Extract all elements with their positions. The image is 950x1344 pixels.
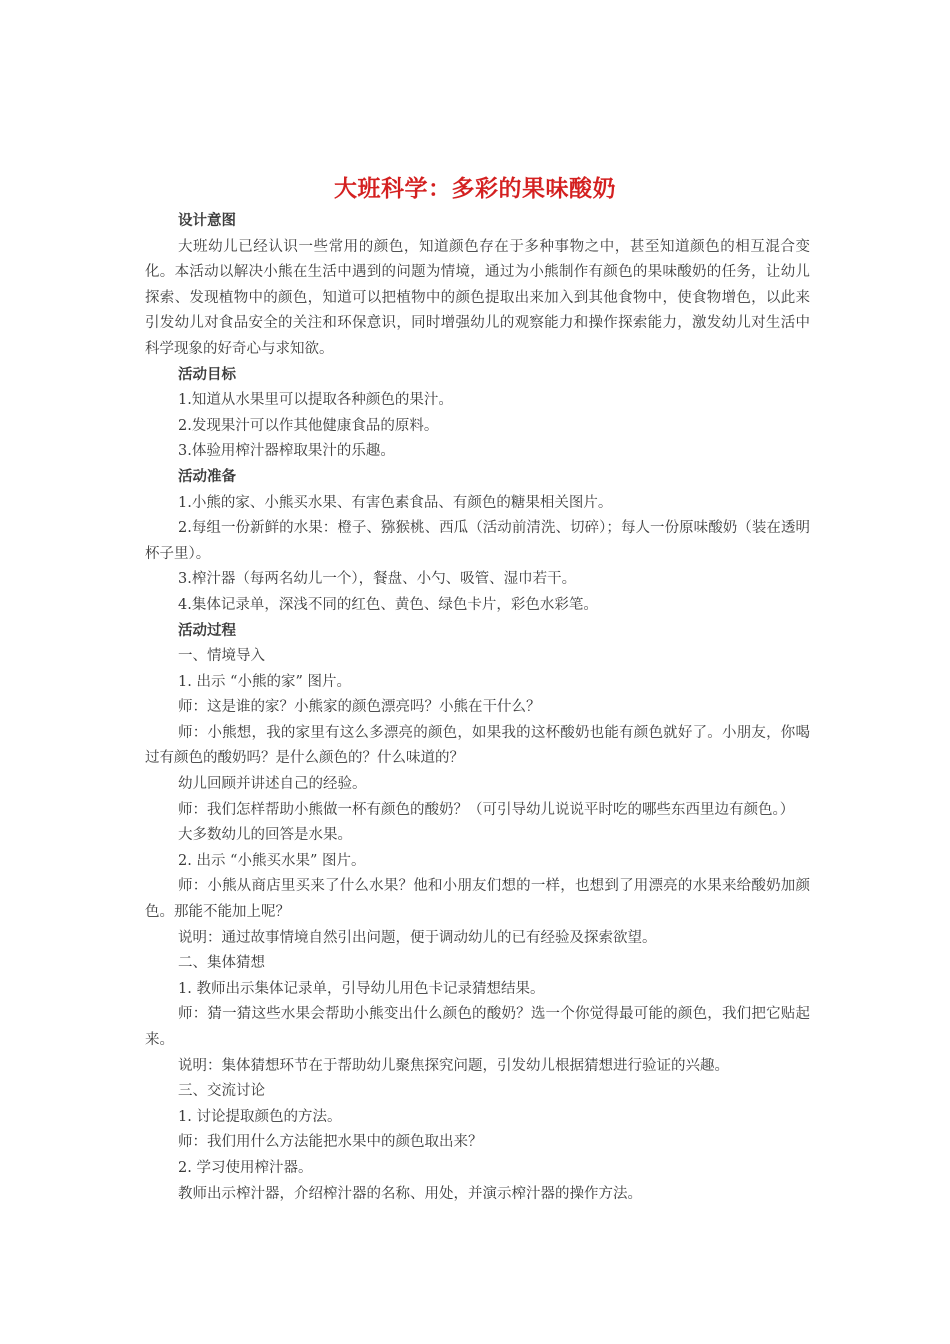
- document-body: [145, 209, 810, 1207]
- paragraph: 师：小熊从商店里买来了什么水果？他和小朋友们想的一样，也想到了用漂亮的水果来给酸奶加颜色。那能不能加上呢？: [145, 878, 810, 921]
- paragraph: 大班幼儿已经认识一些常用的颜色，知道颜色存在于多种事物之中，甚至知道颜色的相互混合变化。本活动以解决小熊在生活中遇到的问题为情境，通过为小熊制作有颜色的果味酸奶的任务，让幼儿探索、发现植物中的颜色，知道可以把植物中的颜色提取出来加入到其他食物中，使食物增色，以此来引发幼儿对食品安全的关注和环保意识，同时增强幼儿的观察能力和操作探索能力，激发幼儿对生活中科学现象的好奇心与求知欲。: [145, 238, 810, 357]
- paragraph: 3.榨汁器（每两名幼儿一个），餐盘、小勺、吸管、湿巾若干。: [178, 571, 577, 588]
- section-heading: 设计意图: [178, 213, 236, 229]
- paragraph: 1. 讨论提取颜色的方法。: [178, 1108, 342, 1125]
- paragraph: 1.知道从水果里可以提取各种颜色的果汁。: [178, 392, 453, 409]
- paragraph: 1. 教师出示集体记录单，引导幼儿用色卡记录猜想结果。: [178, 980, 545, 997]
- paragraph: 2.发现果汁可以作其他健康食品的原料。: [178, 417, 439, 434]
- paragraph: 师：小熊想，我的家里有这么多漂亮的颜色，如果我的这杯酸奶也能有颜色就好了。小朋友，你喝过有颜色的酸奶吗？是什么颜色的？什么味道的？: [145, 724, 810, 767]
- paragraph: 2.每组一份新鲜的水果：橙子、猕猴桃、西瓜（活动前清洗、切碎）；每人一份原味酸奶（装在透明杯子里）。: [145, 520, 810, 562]
- paragraph: 师：我们怎样帮助小熊做一杯有颜色的酸奶？（可引导幼儿说说平时吃的哪些东西里边有颜色。）: [178, 801, 795, 818]
- paragraph: 说明：通过故事情境自然引出问题，便于调动幼儿的已有经验及探索欲望。: [178, 929, 657, 946]
- paragraph: 2. 出示 “小熊买水果” 图片。: [178, 852, 366, 869]
- subheading: 一、情境导入: [178, 648, 265, 665]
- paragraph: 1.小熊的家、小熊买水果、有害色素食品、有颜色的糖果相关图片。: [178, 494, 613, 511]
- section-heading: 活动目标: [178, 366, 236, 383]
- paragraph: 教师出示榨汁器，介绍榨汁器的名称、用处，并演示榨汁器的操作方法。: [178, 1185, 642, 1202]
- paragraph: 大多数幼儿的回答是水果。: [178, 827, 352, 844]
- paragraph: 4.集体记录单，深浅不同的红色、黄色、绿色卡片，彩色水彩笔。: [178, 596, 598, 613]
- document-title: 大班科学：多彩的果味酸奶: [334, 176, 616, 202]
- subheading: 三、交流讨论: [178, 1083, 265, 1100]
- section-heading: 活动过程: [178, 622, 236, 639]
- paragraph: 幼儿回顾并讲述自己的经验。: [178, 776, 367, 793]
- paragraph: 2. 学习使用榨汁器。: [178, 1159, 313, 1176]
- section-heading: 活动准备: [178, 468, 236, 485]
- paragraph: 1. 出示 “小熊的家” 图片。: [178, 673, 351, 690]
- paragraph: 3.体验用榨汁器榨取果汁的乐趣。: [178, 443, 395, 460]
- paragraph: 说明：集体猜想环节在于帮助幼儿聚焦探究问题，引发幼儿根据猜想进行验证的兴趣。: [178, 1057, 729, 1074]
- paragraph: 师：猜一猜这些水果会帮助小熊变出什么颜色的酸奶？选一个你觉得最可能的颜色，我们把它贴起来。: [145, 1006, 810, 1048]
- paragraph: 师：这是谁的家？小熊家的颜色漂亮吗？小熊在干什么？: [178, 699, 541, 716]
- paragraph: 师：我们用什么方法能把水果中的颜色取出来？: [178, 1134, 483, 1151]
- subheading: 二、集体猜想: [178, 955, 265, 972]
